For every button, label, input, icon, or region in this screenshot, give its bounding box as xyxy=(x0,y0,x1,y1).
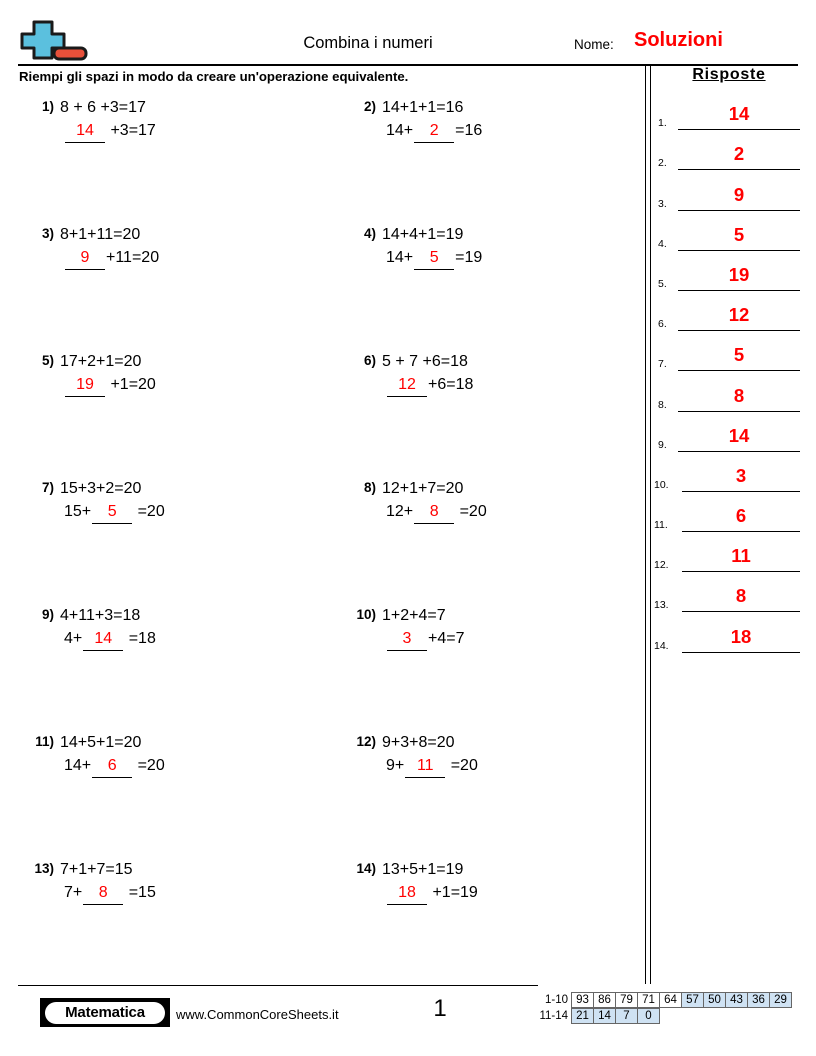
brand-badge xyxy=(40,998,170,1027)
answer-row xyxy=(658,170,800,210)
answer-number: 3. xyxy=(658,197,667,210)
problem-given: 17+2+1=20 xyxy=(60,353,142,370)
equation-suffix: +4=7 xyxy=(428,630,465,648)
problem-11 xyxy=(18,731,340,858)
problem-number: 8) xyxy=(363,480,376,495)
answer-blank[interactable]: 14 xyxy=(83,627,123,651)
problem-given: 8 + 6 +3=17 xyxy=(60,99,146,116)
problem-equation xyxy=(60,373,156,397)
problem-given: 1+2+4=7 xyxy=(382,607,446,624)
answer-number: 13. xyxy=(654,599,669,612)
vertical-divider xyxy=(645,64,652,984)
equation-suffix: =20 xyxy=(133,503,165,521)
equation-prefix: 15+ xyxy=(64,503,92,521)
answer-number: 12. xyxy=(654,559,669,572)
equation-suffix: =18 xyxy=(124,630,156,648)
problem-body xyxy=(382,731,478,778)
equation-suffix: =15 xyxy=(124,884,156,902)
score-cell: 64 xyxy=(659,992,682,1008)
answer-value[interactable]: 5 xyxy=(678,342,800,371)
page-number: 1 xyxy=(433,995,447,1022)
problem-body xyxy=(60,223,159,270)
problem-12 xyxy=(340,731,638,858)
answer-blank[interactable]: 5 xyxy=(414,246,454,270)
problem-body xyxy=(382,96,482,143)
score-table xyxy=(528,992,792,1024)
website-url: www.CommonCoreSheets.it xyxy=(176,1007,339,1022)
answer-row xyxy=(654,452,800,492)
answer-row xyxy=(658,130,800,170)
problem-body xyxy=(382,477,487,524)
problem-body xyxy=(60,731,165,778)
score-cell: 0 xyxy=(637,1008,660,1024)
answer-value[interactable]: 8 xyxy=(682,583,800,612)
divider-line-right xyxy=(650,64,651,984)
problem-body xyxy=(60,604,156,651)
problem-14 xyxy=(340,858,638,985)
equation-suffix: +1=20 xyxy=(106,376,156,394)
problem-equation xyxy=(60,500,165,524)
problem-grid xyxy=(18,96,638,985)
equation-prefix: 7+ xyxy=(64,884,83,902)
equation-prefix: 14+ xyxy=(386,249,414,267)
answer-value[interactable]: 2 xyxy=(678,141,800,170)
brand-label: Matematica xyxy=(45,1002,165,1024)
equation-suffix: =20 xyxy=(446,757,478,775)
problem-equation xyxy=(382,754,478,778)
problem-3 xyxy=(18,223,340,350)
answer-blank[interactable]: 6 xyxy=(92,754,132,778)
problem-8 xyxy=(340,477,638,604)
answer-number: 8. xyxy=(658,398,667,411)
problem-10 xyxy=(340,604,638,731)
answer-row xyxy=(658,331,800,371)
answer-key-panel xyxy=(654,66,800,653)
problem-number: 6) xyxy=(363,353,376,368)
score-range: 1-10 xyxy=(544,994,568,1006)
problem-equation xyxy=(60,754,165,778)
answer-blank[interactable]: 8 xyxy=(414,500,454,524)
problem-7 xyxy=(18,477,340,604)
score-cell: 36 xyxy=(747,992,770,1008)
answer-blank[interactable]: 14 xyxy=(65,119,105,143)
problem-6 xyxy=(340,350,638,477)
answer-number: 2. xyxy=(658,157,667,170)
answer-value[interactable]: 19 xyxy=(678,262,800,291)
problem-row xyxy=(18,604,638,731)
score-cell: 29 xyxy=(769,992,792,1008)
problem-body xyxy=(60,477,165,524)
page-title: Combina i numeri xyxy=(303,34,433,52)
answer-number: 11. xyxy=(654,519,668,532)
answer-key-title: Risposte xyxy=(692,66,766,83)
problem-number: 12) xyxy=(356,734,376,749)
problem-equation xyxy=(60,246,159,270)
answer-number: 9. xyxy=(658,438,667,451)
problem-number: 10) xyxy=(356,607,376,622)
problem-body xyxy=(60,858,156,905)
problem-given: 15+3+2=20 xyxy=(60,480,142,497)
problem-equation xyxy=(382,246,482,270)
name-value: Soluzioni xyxy=(634,29,723,51)
problem-number: 5) xyxy=(41,353,54,368)
problem-4 xyxy=(340,223,638,350)
problem-number: 13) xyxy=(34,861,54,876)
equation-suffix: =19 xyxy=(455,249,483,267)
answer-row xyxy=(654,572,800,612)
problem-given: 8+1+11=20 xyxy=(60,226,141,243)
score-cell: 50 xyxy=(703,992,726,1008)
problem-1 xyxy=(18,96,340,223)
answer-value[interactable]: 11 xyxy=(682,543,800,572)
answer-value[interactable]: 9 xyxy=(678,182,800,211)
answer-blank[interactable]: 9 xyxy=(65,246,105,270)
equation-prefix: 14+ xyxy=(64,757,92,775)
problem-row xyxy=(18,96,638,223)
score-cell: 43 xyxy=(725,992,748,1008)
problem-equation xyxy=(60,627,156,651)
equation-suffix: =20 xyxy=(133,757,165,775)
score-cell: 21 xyxy=(571,1008,594,1024)
score-cell: 71 xyxy=(637,992,660,1008)
problem-body xyxy=(382,604,464,651)
equation-prefix: 9+ xyxy=(386,757,405,775)
answer-row xyxy=(658,251,800,291)
answer-blank[interactable]: 2 xyxy=(414,119,454,143)
problem-given: 4+11+3=18 xyxy=(60,607,141,624)
problem-given: 13+5+1=19 xyxy=(382,861,464,878)
problem-9 xyxy=(18,604,340,731)
problem-given: 9+3+8=20 xyxy=(382,734,455,751)
answer-blank[interactable]: 18 xyxy=(387,881,427,905)
equation-suffix: +3=17 xyxy=(106,122,156,140)
score-cell: 7 xyxy=(615,1008,638,1024)
answer-number: 7. xyxy=(658,358,667,371)
answer-row xyxy=(658,291,800,331)
answer-blank[interactable]: 3 xyxy=(387,627,427,651)
equation-suffix: +11=20 xyxy=(106,249,160,267)
answer-row xyxy=(658,90,800,130)
plus-minus-icon xyxy=(18,18,92,64)
problem-row xyxy=(18,350,638,477)
problem-equation xyxy=(382,119,482,143)
problem-body xyxy=(382,223,482,270)
score-cell: 86 xyxy=(593,992,616,1008)
answer-row xyxy=(658,412,800,452)
problem-body xyxy=(60,96,156,143)
answer-number: 6. xyxy=(658,318,667,331)
answer-value[interactable]: 18 xyxy=(682,624,800,653)
problem-body xyxy=(382,858,478,905)
problem-row xyxy=(18,858,638,985)
problem-number: 11) xyxy=(35,734,54,749)
problem-equation xyxy=(382,627,464,651)
answer-value[interactable]: 14 xyxy=(678,423,800,452)
problem-row xyxy=(18,477,638,604)
problem-row xyxy=(18,731,638,858)
problem-equation xyxy=(382,373,473,397)
problem-equation xyxy=(382,500,487,524)
answer-row xyxy=(654,492,800,532)
problem-given: 7+1+7=15 xyxy=(60,861,133,878)
answer-row xyxy=(658,211,800,251)
problem-equation xyxy=(60,119,156,143)
equation-suffix: +6=18 xyxy=(428,376,474,394)
problem-number: 14) xyxy=(356,861,376,876)
answer-number: 14. xyxy=(654,639,669,652)
problem-given: 14+1+1=16 xyxy=(382,99,464,116)
equation-prefix: 4+ xyxy=(64,630,83,648)
answer-row xyxy=(658,371,800,411)
answer-row xyxy=(654,532,800,572)
problem-5 xyxy=(18,350,340,477)
score-range: 11-14 xyxy=(539,1010,568,1022)
problem-row xyxy=(18,223,638,350)
problem-number: 4) xyxy=(363,226,376,241)
problem-given: 12+1+7=20 xyxy=(382,480,464,497)
problem-number: 3) xyxy=(41,226,54,241)
problem-equation xyxy=(382,881,478,905)
equation-suffix: =16 xyxy=(455,122,483,140)
instructions-text: Riempi gli spazi in modo da creare un'operazione equivalente. xyxy=(19,69,409,84)
problem-body xyxy=(60,350,156,397)
name-label: Nome: xyxy=(574,37,614,52)
problem-number: 9) xyxy=(41,607,54,622)
answer-value[interactable]: 8 xyxy=(678,383,800,412)
answer-number: 5. xyxy=(658,277,667,290)
score-cell: 14 xyxy=(593,1008,616,1024)
problem-13 xyxy=(18,858,340,985)
answer-value[interactable]: 12 xyxy=(678,302,800,331)
problem-2 xyxy=(340,96,638,223)
equation-suffix: =20 xyxy=(455,503,487,521)
answer-blank[interactable]: 19 xyxy=(65,373,105,397)
problem-given: 14+5+1=20 xyxy=(60,734,142,751)
answer-value[interactable]: 6 xyxy=(682,503,800,532)
problem-number: 7) xyxy=(41,480,54,495)
divider-line-left xyxy=(645,64,646,984)
problem-number: 2) xyxy=(363,99,376,114)
score-cell: 57 xyxy=(681,992,704,1008)
score-row xyxy=(528,1008,792,1024)
worksheet-header xyxy=(18,16,798,64)
answer-blank[interactable]: 8 xyxy=(83,881,123,905)
problem-given: 5 + 7 +6=18 xyxy=(382,353,468,370)
equation-prefix: 14+ xyxy=(386,122,414,140)
equation-prefix: 12+ xyxy=(386,503,414,521)
equation-suffix: +1=19 xyxy=(428,884,478,902)
problem-equation xyxy=(60,881,156,905)
answer-number: 4. xyxy=(658,237,667,250)
answer-value[interactable]: 3 xyxy=(682,463,800,492)
score-cell: 79 xyxy=(615,992,638,1008)
answer-blank[interactable]: 5 xyxy=(92,500,132,524)
score-cell: 93 xyxy=(571,992,594,1008)
answer-number: 1. xyxy=(658,117,667,130)
answer-blank[interactable]: 11 xyxy=(405,754,445,778)
footer-divider xyxy=(18,985,538,986)
problem-body xyxy=(382,350,473,397)
answer-blank[interactable]: 12 xyxy=(387,373,427,397)
answer-value[interactable]: 14 xyxy=(678,101,800,130)
answer-row xyxy=(654,612,800,652)
score-row xyxy=(528,992,792,1008)
answer-number: 10. xyxy=(654,478,669,491)
problem-given: 14+4+1=19 xyxy=(382,226,464,243)
problem-number: 1) xyxy=(41,99,54,114)
answer-value[interactable]: 5 xyxy=(678,222,800,251)
